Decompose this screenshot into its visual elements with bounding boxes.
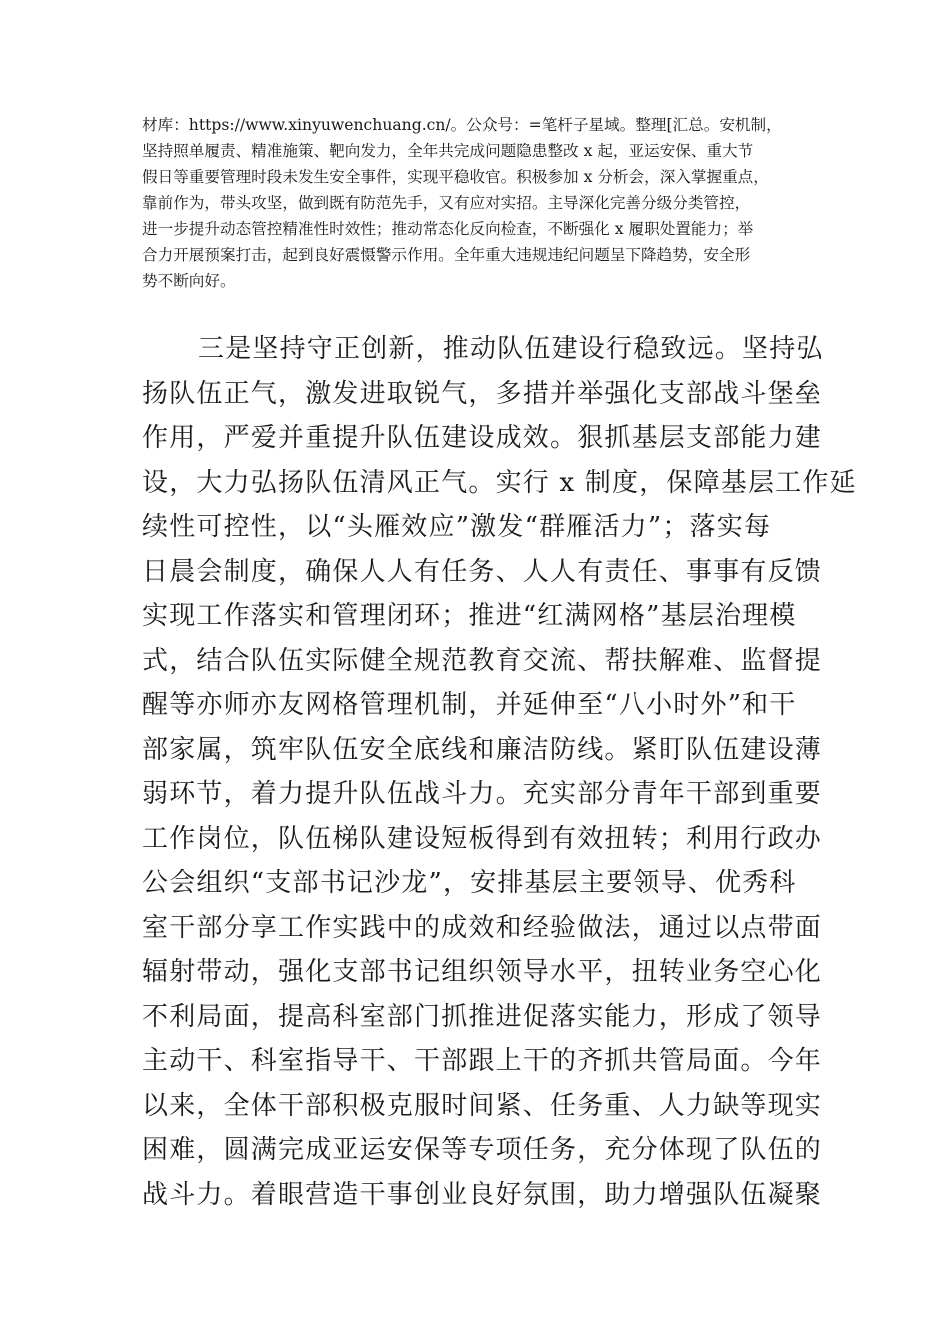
paragraph-line: 作用，严爱并重提升队伍建设成效。狠抓基层支部能力建 [142, 423, 823, 453]
paragraph-line: 设，大力弘扬队伍清风正气。实行 x 制度，保障基层工作延 [142, 467, 857, 498]
small-print-paragraph [142, 112, 814, 294]
paragraph-line: 醒等亦师亦友网格管理机制，并延伸至“八小时外”和干 [142, 690, 797, 720]
paragraph-line: 部家属，筑牢队伍安全底线和廉洁防线。紧盯队伍建设薄 [142, 734, 823, 765]
paragraph-line: 辐射带动，强化支部书记组织领导水平，扭转业务空心化 [142, 957, 823, 987]
paragraph-line: 主动干、科室指导干、干部跟上干的齐抓共管局面。今年 [142, 1046, 823, 1076]
paragraph-line: 困难，圆满完成亚运安保等专项任务，充分体现了队伍的 [142, 1135, 823, 1165]
paragraph-line: 材库：https://www.xinyuwenchuang.cn/。公众号：=笔杆子星域。整理[汇总。安机制， [142, 116, 782, 134]
paragraph-line: 以来，全体干部积极克服时间紧、任务重、人力缺等现实 [142, 1090, 823, 1121]
paragraph-line: 实现工作落实和管理闭环；推进“红满网格”基层治理模 [142, 601, 797, 631]
paragraph-line: 靠前作为，带头攻坚，做到既有防范先手，又有应对实招。主导深化完善分级分类管控， [142, 194, 751, 212]
paragraph-line: 假日等重要管理时段未发生安全事件，实现平稳收官。积极参加 x 分析会，深入掌握重点， [142, 168, 769, 186]
main-paragraph [142, 327, 857, 1217]
paragraph-line: 公会组织“支部书记沙龙”，安排基层主要领导、优秀科 [142, 868, 797, 898]
paragraph-line: 扬队伍正气，激发进取锐气，多措并举强化支部战斗堡垒 [142, 378, 823, 409]
paragraph-line: 合力开展预案打击，起到良好震慑警示作用。全年重大违规违纪问题呈下降趋势，安全形 [142, 246, 751, 264]
paragraph-line: 战斗力。着眼营造干事创业良好氛围，助力增强队伍凝聚 [142, 1179, 823, 1210]
paragraph-line: 室干部分享工作实践中的成效和经验做法，通过以点带面 [142, 912, 823, 943]
paragraph-line: 续性可控性，以“头雁效应”激发“群雁活力”；落实每 [142, 512, 772, 542]
paragraph-line: 工作岗位，队伍梯队建设短板得到有效扭转；利用行政办 [142, 823, 823, 854]
paragraph-line: 不利局面，提高科室部门抓推进促落实能力，形成了领导 [142, 1001, 823, 1032]
paragraph-line: 坚持照单履责、精准施策、靶向发力，全年共完成问题隐患整改 x 起，亚运安保、重大节 [142, 142, 754, 160]
paragraph-line: 三是坚持守正创新，推动队伍建设行稳致远。坚持弘 [198, 334, 824, 364]
paragraph-line: 进一步提升动态管控精准性时效性；推动常态化反向检查，不断强化 x 履职处置能力；举 [142, 220, 754, 238]
paragraph-line: 日晨会制度，确保人人有任务、人人有责任、事事有反馈 [142, 556, 823, 587]
paragraph-line: 势不断向好。 [142, 272, 236, 290]
paragraph-line: 弱环节，着力提升队伍战斗力。充实部分青年干部到重要 [142, 779, 823, 809]
paragraph-line: 式，结合队伍实际健全规范教育交流、帮扶解难、监督提 [142, 645, 823, 676]
